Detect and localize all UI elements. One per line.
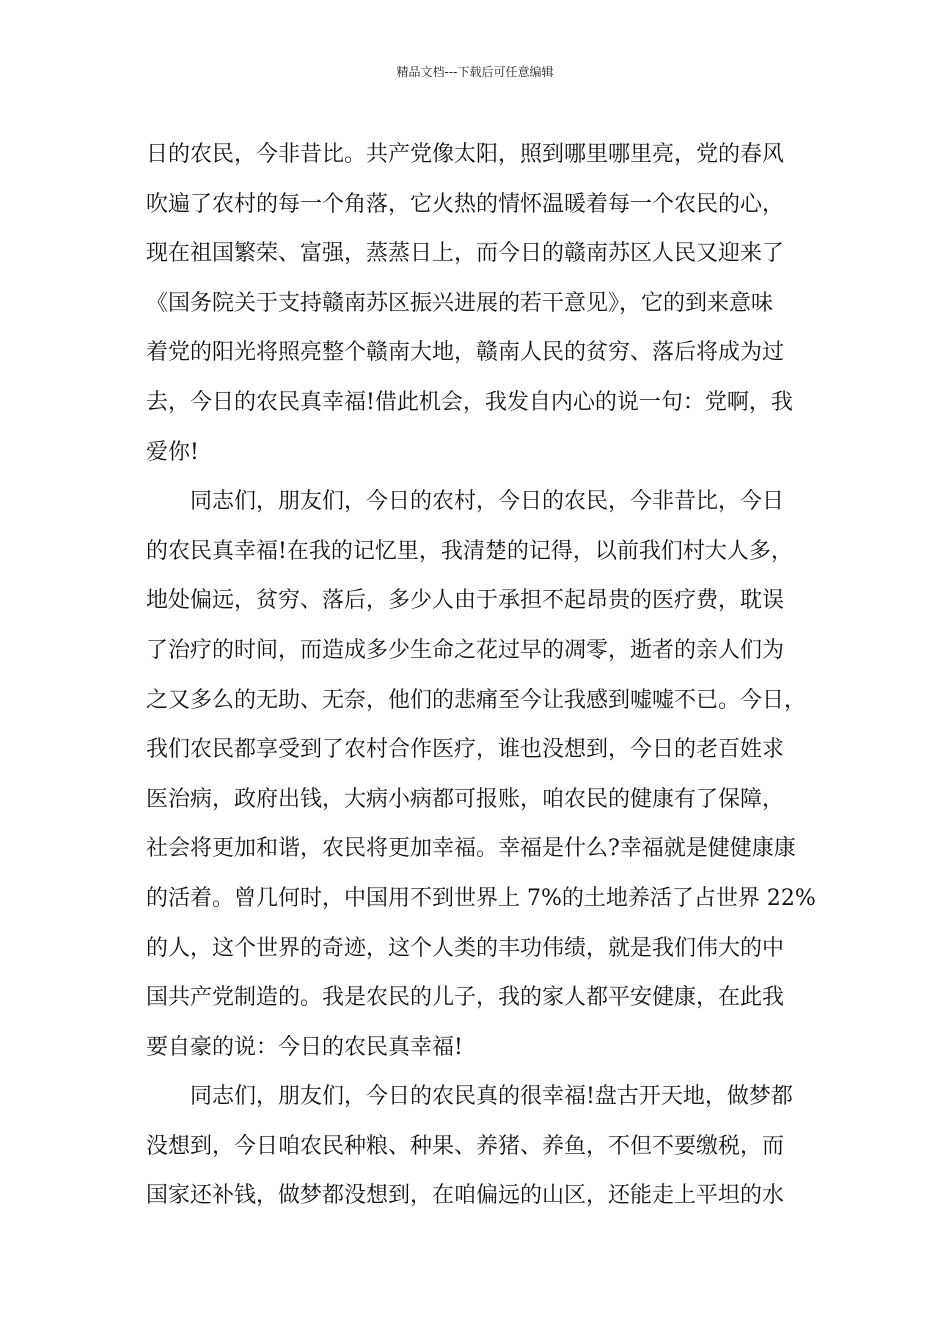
paragraph <box>146 1072 836 1221</box>
text-line: 没想到，今日咱农民种粮、种果、养猪、养鱼，不但不要缴税，而 <box>146 1133 785 1159</box>
text-line: 着党的阳光将照亮整个赣南大地，赣南人民的贫穷、落后将成为过 <box>146 340 785 366</box>
text-line: 地处偏远，贫穷、落后，多少人由于承担不起昂贵的医疗费，耽误 <box>146 588 785 614</box>
text-line: 日的农民，今非昔比。共产党像太阳，照到哪里哪里亮，党的春风 <box>146 142 785 167</box>
paragraph <box>146 477 836 1072</box>
text-line: 了治疗的时间，而造成多少生命之花过早的凋零，逝者的亲人们为 <box>146 637 785 663</box>
text-line: 现在祖国繁荣、富强，蒸蒸日上，而今日的赣南苏区人民又迎来了 <box>146 241 785 267</box>
paragraph <box>146 130 836 477</box>
document-body <box>146 130 836 1221</box>
text-line: 去，今日的农民真幸福!借此机会，我发自内心的说一句：党啊，我 <box>146 389 793 415</box>
text-line: 《国务院关于支持赣南苏区振兴进展的若干意见》，它的到来意味 <box>146 290 774 316</box>
text-line: 社会将更加和谐，农民将更加幸福。幸福是什么?幸福就是健健康康 <box>146 836 796 862</box>
text-line: 之又多么的无助、无奈，他们的悲痛至今让我感到嘘嘘不已。今日， <box>146 687 807 713</box>
text-line: 的人，这个世界的奇迹，这个人类的丰功伟绩，就是我们伟大的中 <box>146 935 785 961</box>
text-line: 同志们，朋友们，今日的农村，今日的农民，今非昔比，今日 <box>190 489 785 515</box>
text-line: 我们农民都享受到了农村合作医疗，谁也没想到，今日的老百姓求 <box>146 737 785 763</box>
text-line: 爱你! <box>146 439 199 465</box>
text-line: 同志们，朋友们，今日的农民真的很幸福!盘古开天地，做梦都 <box>190 1084 793 1110</box>
text-line: 国家还补钱，做梦都没想到，在咱偏远的山区，还能走上平坦的水 <box>146 1183 785 1209</box>
text-line: 的农民真幸福!在我的记忆里，我清楚的记得，以前我们村大人多， <box>146 538 793 564</box>
page-header: 精品文档---下载后可任意编辑 <box>396 65 554 79</box>
text-line: 吹遍了农村的每一个角落，它火热的情怀温暖着每一个农民的心， <box>146 191 785 217</box>
text-line: 国共产党制造的。我是农民的儿子，我的家人都平安健康，在此我 <box>146 985 785 1011</box>
text-line: 要自豪的说：今日的农民真幸福! <box>146 1034 463 1060</box>
text-line: 的活着。曾几何时，中国用不到世界上 7%的土地养活了占世界 22% <box>146 885 816 911</box>
text-line: 医治病，政府出钱，大病小病都可报账，咱农民的健康有了保障， <box>146 786 785 812</box>
